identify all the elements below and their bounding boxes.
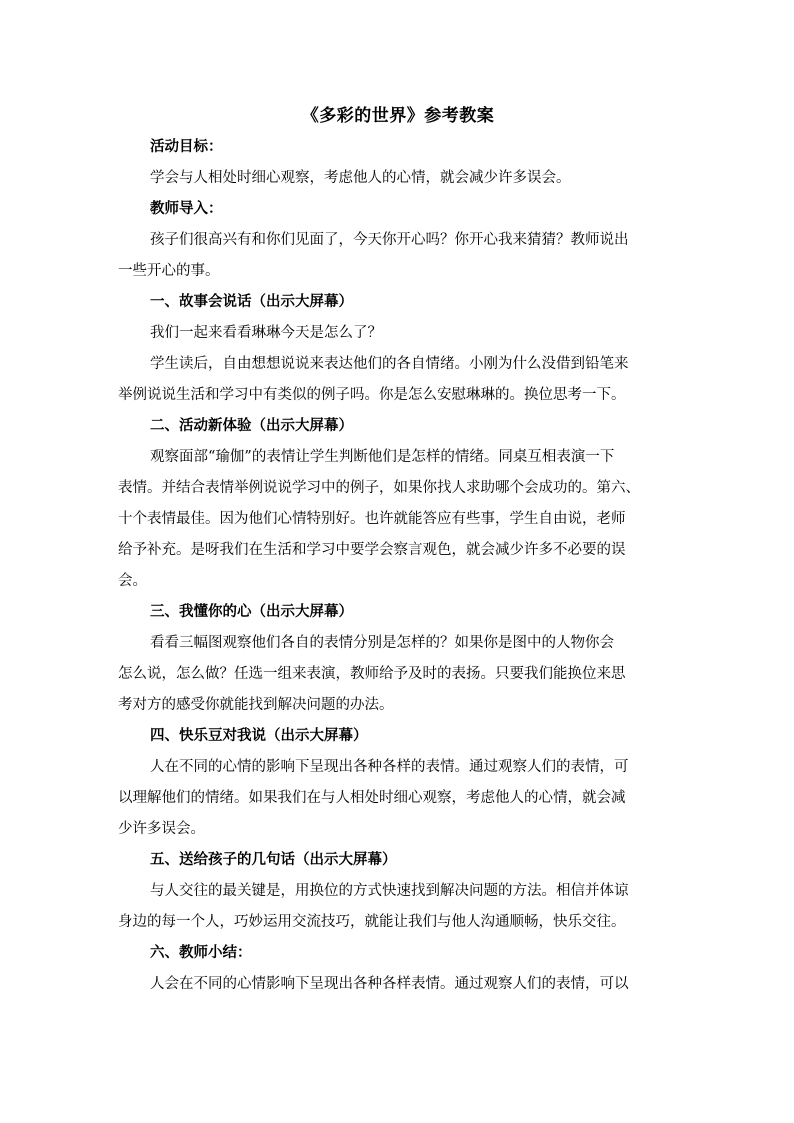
paragraph-3 — [118, 633, 678, 715]
paragraph-line: 表情。并结合表情举例说说学习中的例子，如果你找人求助哪个会成功的。第六、 — [118, 480, 640, 496]
section-heading-2: 二、活动新体验（出示大屏幕） — [150, 417, 353, 434]
paragraph-line: 十个表情最佳。因为他们心情特别好。也许就能答应有些事，学生自由说，老师 — [118, 511, 626, 527]
section-heading-5: 五、送给孩子的几句话（出示大屏幕） — [150, 851, 397, 868]
paragraph-5 — [118, 881, 678, 932]
paragraph-line: 我们一起来看看琳琳今天是怎么了？ — [150, 325, 382, 341]
paragraph-intro — [118, 230, 678, 281]
section-heading-1: 一、故事会说话（出示大屏幕） — [150, 293, 353, 310]
document-page — [118, 102, 678, 1005]
paragraph-line: 以理解他们的情绪。如果我们在与人相处时细心观察，考虑他人的心情，就会减 — [118, 790, 626, 806]
paragraph-line: 观察面部“瑜伽”的表情让学生判断他们是怎样的情绪。同桌互相表演一下 — [150, 449, 615, 465]
document-title: 《多彩的世界》参考教案 — [301, 106, 495, 126]
paragraph-line: 学会与人相处时细心观察，考虑他人的心情，就会减少许多误会。 — [150, 170, 571, 186]
paragraph-line: 考对方的感受你就能找到解决问题的办法。 — [118, 697, 394, 713]
paragraph-6 — [118, 974, 678, 994]
paragraph-line: 身边的每一个人，巧妙运用交流技巧，就能让我们与他人沟通顺畅，快乐交往。 — [118, 914, 626, 930]
paragraph-2 — [118, 447, 678, 591]
section-heading-4: 四、快乐豆对我说（出示大屏幕） — [150, 727, 368, 744]
paragraph-line: 看看三幅图观察他们各自的表情分别是怎样的？如果你是图中的人物你会 — [150, 635, 614, 651]
section-heading-6: 六、教师小结： — [150, 944, 252, 961]
paragraph-line: 举例说说生活和学习中有类似的例子吗。你是怎么安慰琳琳的。换位思考一下。 — [118, 387, 626, 403]
section-heading-goal: 活动目标： — [150, 138, 223, 155]
paragraph-line: 孩子们很高兴有和你们见面了，今天你开心吗？你开心我来猜猜？教师说出 — [150, 232, 629, 248]
paragraph-line: 学生读后，自由想想说说来表达他们的各自情绪。小刚为什么没借到铅笔来 — [150, 356, 629, 372]
section-heading-intro: 教师导入： — [150, 200, 223, 217]
paragraph-1a — [118, 323, 678, 343]
paragraph-line: 人在不同的心情的影响下呈现出各种各样的表情。通过观察人们的表情，可 — [150, 759, 629, 775]
paragraph-line: 少许多误会。 — [118, 821, 205, 837]
paragraph-line: 会。 — [118, 573, 147, 589]
paragraph-line: 怎么说，怎么做？任选一组来表演，教师给予及时的表扬。只要我们能换位来思 — [118, 666, 626, 682]
paragraph-line: 一些开心的事。 — [118, 263, 220, 279]
paragraph-line: 人会在不同的心情影响下呈现出各种各样表情。通过观察人们的表情，可以 — [150, 976, 629, 992]
section-heading-3: 三、我懂你的心（出示大屏幕） — [150, 603, 353, 620]
paragraph-1b — [118, 354, 678, 405]
paragraph-goal — [118, 168, 678, 188]
paragraph-line: 与人交往的最关键是，用换位的方式快速找到解决问题的方法。相信并体谅 — [150, 883, 629, 899]
paragraph-4 — [118, 757, 678, 839]
paragraph-line: 给予补充。是呀我们在生活和学习中要学会察言观色，就会减少许多不必要的误 — [118, 542, 626, 558]
